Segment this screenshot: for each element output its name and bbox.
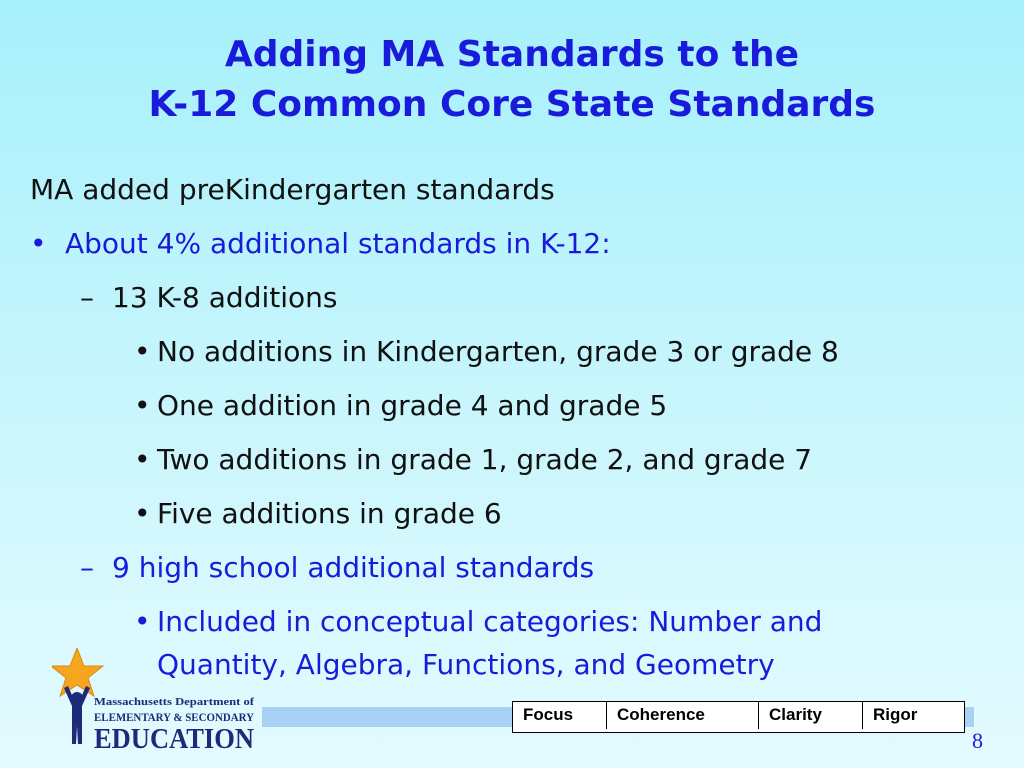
item-two-additions: Two additions in grade 1, grade 2, and grade 7 — [157, 443, 813, 476]
title-line-1: Adding MA Standards to the — [224, 34, 800, 75]
sub-high-school: 9 high school additional standards — [112, 551, 595, 584]
svg-text:EDUCATION: EDUCATION — [94, 724, 254, 755]
item-conceptual-line-1: Included in conceptual categories: Number and — [157, 605, 823, 638]
star-person-icon — [52, 648, 262, 758]
item-five-additions: Five additions in grade 6 — [157, 497, 502, 530]
tag-rigor: Rigor — [873, 705, 918, 724]
footer-stripe-right — [964, 707, 974, 727]
item-one-addition: One addition in grade 4 and grade 5 — [157, 389, 668, 422]
footer-stripe — [262, 707, 512, 727]
tag-coherence: Coherence — [607, 702, 759, 729]
sub-k8-additions: 13 K-8 additions — [112, 281, 338, 314]
slide-title — [0, 30, 1024, 130]
intro-text: MA added preKindergarten standards — [30, 173, 555, 206]
bullet-marker: • — [134, 443, 151, 476]
dese-logo — [52, 648, 262, 758]
dash-marker: – — [80, 281, 94, 314]
bullet-marker: • — [134, 389, 151, 422]
principles-table — [512, 701, 965, 733]
bullet-marker: • — [134, 335, 151, 368]
tag-clarity: Clarity — [759, 702, 863, 729]
bullet-marker: • — [134, 497, 151, 530]
svg-text:Massachusetts Department of: Massachusetts Department of — [94, 696, 255, 708]
bullet-marker: • — [30, 227, 47, 260]
item-conceptual-line-2: Quantity, Algebra, Functions, and Geometry — [157, 648, 775, 681]
page-number: 8 — [972, 728, 983, 753]
bullet-marker: • — [134, 605, 151, 638]
item-no-additions: No additions in Kindergarten, grade 3 or grade 8 — [157, 335, 839, 368]
title-line-2: K-12 Common Core State Standards — [148, 84, 876, 125]
bullet-about-4-percent: About 4% additional standards in K-12: — [65, 227, 611, 260]
tag-focus: Focus — [513, 702, 607, 729]
dash-marker: – — [80, 551, 94, 584]
svg-text:ELEMENTARY & SECONDARY: ELEMENTARY & SECONDARY — [94, 710, 255, 724]
